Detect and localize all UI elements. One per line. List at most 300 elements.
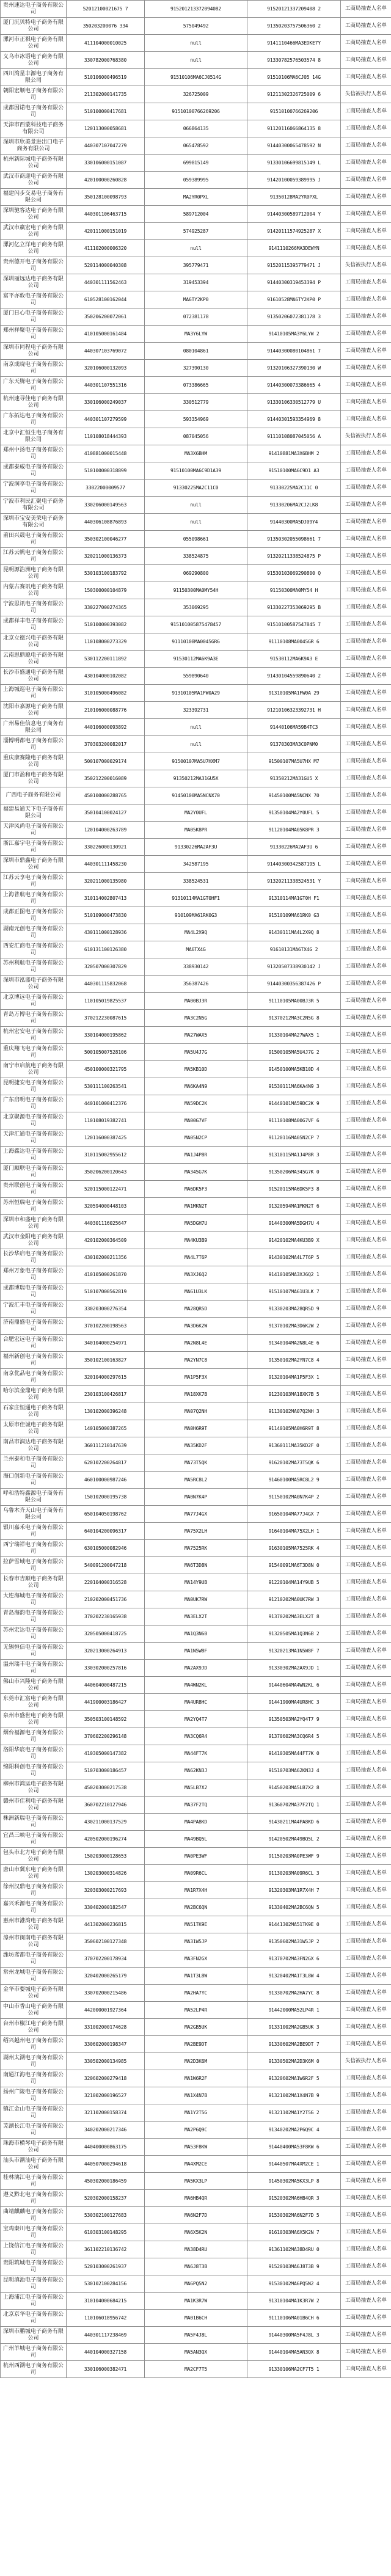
registration-number-cell: 110105019825537	[67, 993, 145, 1010]
registration-number-cell: 320106000132093	[67, 360, 145, 377]
table-row	[1, 1660, 391, 1677]
credit-code-cell: 91320594MA1MKN2T 6	[247, 1198, 341, 1215]
registration-number-cell: 330203000276354	[67, 1301, 145, 1318]
organization-code-cell: MA6KA4N9	[145, 1078, 247, 1095]
organization-code-cell: null	[145, 719, 247, 736]
organization-code-cell: MA1Q3N6B	[145, 1626, 247, 1643]
company-name-cell: 厦门顺联电子商务有限公司	[1, 1164, 67, 1181]
company-name-cell: 杭州新际城电子商务有限公司	[1, 155, 67, 172]
list-type-cell: 工商局抽查人名单	[341, 1506, 391, 1523]
list-type-cell: 工商局抽查人名单	[341, 1095, 391, 1112]
company-name-cell: 郑州中扬电子商务有限公司	[1, 445, 67, 462]
list-type-cell: 工商局抽查人名单	[341, 787, 391, 805]
table-row	[1, 787, 391, 805]
credit-code-cell: 91440300589712004 Y	[247, 206, 341, 223]
company-name-cell: 内蒙古赛讯电子商务有限公司	[1, 582, 67, 599]
registration-number-cell: 130102000396248	[67, 1403, 145, 1420]
registration-number-cell: 540091200047218	[67, 1557, 145, 1574]
organization-code-cell: 323392731	[145, 702, 247, 719]
registration-number-cell: 420502000196274	[67, 1831, 145, 1848]
list-type-cell: 工商局抽查人名单	[341, 924, 391, 941]
organization-code-cell: MA6HB4QR	[145, 2190, 247, 2207]
registration-number-cell: 320213000264913	[67, 1643, 145, 1660]
list-type-cell: 工商局抽查人名单	[341, 1899, 391, 1916]
registration-number-cell: 430111000128936	[67, 924, 145, 941]
company-name-cell: 深圳市鼎鑫电子商务有限公司	[1, 856, 67, 873]
list-type-cell: 工商局抽查人名单	[341, 805, 391, 822]
registration-number-cell: 640104200096317	[67, 1523, 145, 1540]
credit-code-cell: 91510100587547845 7	[247, 616, 341, 633]
organization-code-cell: 326725009	[145, 86, 247, 103]
organization-code-cell: MA3FN2GX	[145, 1950, 247, 1968]
credit-code-cell: 91440507MA4XM2CE 1	[247, 2156, 341, 2173]
table-row	[1, 702, 391, 719]
organization-code-cell: MA35KD2F	[145, 1437, 247, 1454]
organization-code-cell: 589712004	[145, 206, 247, 223]
credit-code-cell: 91110108087045056 A	[247, 428, 341, 445]
list-type-cell: 工商局抽查人名单	[341, 1301, 391, 1318]
registration-number-cell: 350602100127348	[67, 1933, 145, 1950]
credit-code-cell: 91330226MA2AF3U 6	[247, 839, 341, 856]
organization-code-cell: MA4L7T6P	[145, 1249, 247, 1266]
registration-number-cell: 320104000297615	[67, 1369, 145, 1386]
table-row	[1, 1968, 391, 1985]
credit-code-cell: 91320303MA1R7X4H 7	[247, 1882, 341, 1899]
list-type-cell: 工商局抽查人名单	[341, 480, 391, 497]
list-type-cell: 工商局抽查人名单	[341, 2275, 391, 2293]
company-name-cell: 苏州宏达电子商务有限公司	[1, 1626, 67, 1643]
organization-code-cell: MA01B6CH	[145, 2310, 247, 2327]
list-type-cell: 工商局抽查人名单	[341, 514, 391, 531]
credit-code-cell: 91330106330512779 U	[247, 394, 341, 411]
organization-code-cell: MA28QR5D	[145, 1301, 247, 1318]
table-row	[1, 1198, 391, 1215]
organization-code-cell: 087045056	[145, 428, 247, 445]
credit-code-cell: 91440300MA5DJ09Y4	[247, 514, 341, 531]
list-type-cell: 工商局抽查人名单	[341, 856, 391, 873]
table-row	[1, 1745, 391, 1762]
table-row	[1, 873, 391, 890]
list-type-cell: 工商局抽查人名单	[341, 1489, 391, 1506]
organization-code-cell: 593354969	[145, 411, 247, 428]
registration-number-cell: 500107000029174	[67, 753, 145, 770]
table-row	[1, 2344, 391, 2361]
credit-code-cell: 91530111MA6KA4N9 3	[247, 1078, 341, 1095]
list-type-cell: 工商局抽查人名单	[341, 599, 391, 616]
organization-code-cell: null	[145, 240, 247, 257]
company-name-cell: 南昌市润达电子商务有限公司	[1, 1437, 67, 1454]
company-name-cell: 无锡恒信电子商务有限公司	[1, 1643, 67, 1660]
registration-number-cell: 610303100148295	[67, 2224, 145, 2241]
organization-code-cell: null	[145, 52, 247, 69]
list-type-cell: 工商局抽查人名单	[341, 1540, 391, 1557]
credit-code-cell: 91410305MA44FT7K 0	[247, 1745, 341, 1762]
company-name-cell: 漯河市正祺电子商务有限公司	[1, 35, 67, 52]
credit-code-cell: 91630105MA7525RK 4	[247, 1540, 341, 1557]
registration-number-cell: 440301116025647	[67, 1215, 145, 1232]
list-type-cell: 失信被执行人名单	[341, 86, 391, 103]
organization-code-cell: null	[145, 497, 247, 514]
registration-number-cell: 330402000182547	[67, 1899, 145, 1916]
organization-code-cell: 080104861	[145, 343, 247, 360]
registration-number-cell: 210202000451736	[67, 1591, 145, 1608]
table-row	[1, 2258, 391, 2275]
registration-number-cell: 350104100024127	[67, 805, 145, 822]
list-type-cell: 工商局抽查人名单	[341, 1454, 391, 1472]
company-name-cell: 乌鲁木齐天山电子商务有限公司	[1, 1506, 67, 1523]
registration-number-cell: 360702210127946	[67, 1797, 145, 1814]
credit-code-cell: 91350102MA2YN7C8 4	[247, 1352, 341, 1369]
organization-code-cell: MA5LB7X2	[145, 1779, 247, 1797]
registration-number-cell: 340202000217346	[67, 2122, 145, 2139]
registration-number-cell: 440301107279599	[67, 411, 145, 428]
credit-code-cell: 91340104MA2N8L4E 6	[247, 1335, 341, 1352]
organization-code-cell: MA2CF7T5	[145, 2361, 247, 2378]
organization-code-cell: 915201213372094082	[145, 1, 247, 18]
company-name-cell: 义乌市冰语电子商务有限公司	[1, 52, 67, 69]
credit-code-cell: 91320402MA1T3L8W 4	[247, 1968, 341, 1985]
list-type-cell: 工商局抽查人名单	[341, 1232, 391, 1249]
credit-code-cell: 91440604MA4WN2KL 6	[247, 1677, 341, 1694]
credit-code-cell: 91330702MA2HA7YC 8	[247, 1985, 341, 2002]
company-name-cell: 漳州市闽南电子商务有限公司	[1, 1933, 67, 1950]
organization-code-cell: MA3X6BHM	[145, 445, 247, 462]
registration-number-cell: 510107000562819	[67, 1283, 145, 1301]
table-row	[1, 291, 391, 308]
credit-code-cell: 91150300MA0MY54 H	[247, 582, 341, 599]
company-name-cell: 莆田兴晟电子商务有限公司	[1, 531, 67, 548]
table-row	[1, 1266, 391, 1283]
table-row	[1, 1, 391, 18]
registration-number-cell: 321102000158374	[67, 2104, 145, 2122]
credit-code-cell: 9141110466MA3EDKE7Y	[247, 35, 341, 52]
company-name-cell: 兰州泰和电子商务有限公司	[1, 1454, 67, 1472]
registration-number-cell: 310115002955612	[67, 1147, 145, 1164]
credit-code-cell: 91340202MA2P6Q9C 4	[247, 2122, 341, 2139]
organization-code-cell: MA1P5F3X	[145, 1369, 247, 1386]
list-type-cell: 工商局抽查人名单	[341, 1129, 391, 1147]
registration-number-cell: 610131100126380	[67, 941, 145, 958]
credit-code-cell: 91120116MA05N2CP 7	[247, 1129, 341, 1147]
table-row	[1, 839, 391, 856]
registration-number-cell: 440301111458230	[67, 856, 145, 873]
company-name-cell: 汕头市潮汕电子商务有限公司	[1, 2156, 67, 2173]
organization-code-cell: MA1MKN2T	[145, 1198, 247, 1215]
organization-code-cell: MA0UK7RW	[145, 1591, 247, 1608]
list-type-cell: 工商局抽查人名单	[341, 976, 391, 993]
credit-code-cell: 91510100766269206	[247, 103, 341, 120]
registration-number-cell: 420102000364509	[67, 1232, 145, 1249]
company-name-cell: 合肥宏远电子商务有限公司	[1, 1335, 67, 1352]
table-row	[1, 1437, 391, 1454]
credit-code-cell: 9141110266MA3DEWYN	[247, 240, 341, 257]
company-name-cell: 唐山市冀东电子商务有限公司	[1, 1865, 67, 1882]
company-name-cell: 淄博明都电子商务有限公司	[1, 736, 67, 753]
organization-code-cell: MA05K8PR	[145, 822, 247, 839]
table-row	[1, 411, 391, 428]
registration-number-cell: 370102200198563	[67, 1318, 145, 1335]
organization-code-cell: MA2YR0PXL	[145, 189, 247, 206]
list-type-cell: 工商局抽查人名单	[341, 2173, 391, 2190]
credit-code-cell: 91370202MA3ELX2T 8	[247, 1608, 341, 1626]
credit-code-cell: 91321102MA1Y2T5G 2	[247, 2104, 341, 2122]
list-type-cell: 工商局抽查人名单	[341, 1677, 391, 1694]
company-name-cell: 西安汇商电子商务有限公司	[1, 941, 67, 958]
list-type-cell: 工商局抽查人名单	[341, 1933, 391, 1950]
registration-number-cell: 350128100098793	[67, 189, 145, 206]
organization-code-cell: 91330225MA2C11C0	[145, 480, 247, 497]
registration-number-cell: 440507000294618	[67, 2156, 145, 2173]
table-row	[1, 377, 391, 394]
list-type-cell: 工商局抽查人名单	[341, 223, 391, 240]
list-type-cell: 工商局抽查人名单	[341, 2036, 391, 2053]
list-type-cell: 工商局抽查人名单	[341, 1523, 391, 1540]
credit-code-cell: 91350302055098661 7	[247, 531, 341, 548]
company-name-cell: 湖州太湖电子商务有限公司	[1, 2053, 67, 2070]
registration-number-cell: 320507000307829	[67, 958, 145, 976]
registration-number-cell: 430102000211356	[67, 1249, 145, 1266]
list-type-cell: 工商局抽查人名单	[341, 1198, 391, 1215]
company-name-cell: 苏州恒瑞电子商务有限公司	[1, 1198, 67, 1215]
list-type-cell: 工商局抽查人名单	[341, 1626, 391, 1643]
credit-code-cell: 91520302MA6HB4QR 3	[247, 2190, 341, 2207]
registration-number-cell: 440106000093892	[67, 719, 145, 736]
list-type-cell: 工商局抽查人名单	[341, 993, 391, 1010]
table-row	[1, 137, 391, 155]
organization-code-cell: MA52LP4R	[145, 2002, 247, 2019]
organization-code-cell: 338524875	[145, 548, 247, 565]
company-name-cell: 上海普航电子商务有限公司	[1, 890, 67, 907]
organization-code-cell: MA59DC2K	[145, 1095, 247, 1112]
list-type-cell: 工商局抽查人名单	[341, 1249, 391, 1266]
table-row	[1, 462, 391, 480]
company-name-cell: 深圳市同程电子商务有限公司	[1, 343, 67, 360]
table-row	[1, 1369, 391, 1386]
list-type-cell: 工商局抽查人名单	[341, 2122, 391, 2139]
credit-code-cell: 91360702MA37F2TQ 1	[247, 1797, 341, 1814]
company-name-cell: 包头市北方电子商务有限公司	[1, 1848, 67, 1865]
list-type-cell: 工商局抽查人名单	[341, 2190, 391, 2207]
list-type-cell: 工商局抽查人名单	[341, 702, 391, 719]
list-type-cell: 工商局抽查人名单	[341, 137, 391, 155]
table-row	[1, 1112, 391, 1129]
registration-number-cell: 530102100284156	[67, 2275, 145, 2293]
company-name-cell: 佛山市兴隆电子商务有限公司	[1, 1677, 67, 1694]
company-name-cell: 沈阳市嘉源电子商务有限公司	[1, 702, 67, 719]
table-row	[1, 1591, 391, 1608]
company-name-cell: 天津市西蒙科技电子商务有限公司	[1, 120, 67, 137]
registration-number-cell: 350302100046277	[67, 531, 145, 548]
credit-code-cell: 91520121337209408 2	[247, 1, 341, 18]
organization-code-cell: MA3ELX2T	[145, 1608, 247, 1626]
registration-number-cell: 220104000316528	[67, 1574, 145, 1591]
credit-code-cell: 91440300MA5F4J8L 3	[247, 2327, 341, 2344]
credit-code-cell: 91150102MA0N7K4P 2	[247, 1489, 341, 1506]
registration-number-cell: 520302000158237	[67, 2190, 145, 2207]
company-name-cell: 东莞市汇富电子商务有限公司	[1, 1694, 67, 1711]
organization-code-cell: 059389995	[145, 172, 247, 189]
registration-number-cell: 330104000195862	[67, 1027, 145, 1044]
company-name-cell: 遵义黔北电子商务有限公司	[1, 2190, 67, 2207]
table-row	[1, 1557, 391, 1574]
table-row	[1, 2173, 391, 2190]
credit-code-cell: 91211302326725009 6	[247, 86, 341, 103]
organization-code-cell: MA14Y9UB	[145, 1574, 247, 1591]
registration-number-cell: 410105000161484	[67, 326, 145, 343]
organization-code-cell: 069290800	[145, 565, 247, 582]
registration-number-cell: 460100000987246	[67, 1472, 145, 1489]
list-type-cell: 工商局抽查人名单	[341, 1694, 391, 1711]
list-type-cell: 工商局抽查人名单	[341, 958, 391, 976]
table-row	[1, 240, 391, 257]
credit-code-cell: 91510703MA62KN3J 4	[247, 1762, 341, 1779]
company-name-cell: 深圳市欣美景进出口电子商务有限公司	[1, 137, 67, 155]
registration-number-cell: 310114002807413	[67, 890, 145, 907]
credit-code-cell: 91510107MA61U3LK 7	[247, 1283, 341, 1301]
credit-code-cell: 91441302MA51TK9E 0	[247, 1916, 341, 1933]
organization-code-cell: MA6N2F7D	[145, 2207, 247, 2224]
credit-code-cell: 91442000MA52LP4R 1	[247, 2002, 341, 2019]
organization-code-cell: null	[145, 35, 247, 52]
company-name-cell: 南京成晓电子商务有限公司	[1, 360, 67, 377]
company-name-cell: 青岛海韵电子商务有限公司	[1, 1608, 67, 1626]
table-row	[1, 1882, 391, 1899]
table-row	[1, 2224, 391, 2241]
list-type-cell: 工商局抽查人名单	[341, 1882, 391, 1899]
credit-code-cell: 91350206072381178 3	[247, 308, 341, 326]
registration-number-cell: 330602000198347	[67, 2036, 145, 2053]
list-type-cell: 工商局抽查人名单	[341, 1557, 391, 1574]
registration-number-cell: 510109000473830	[67, 907, 145, 924]
credit-code-cell: 91510109MA61RK0 G3	[247, 907, 341, 924]
company-name-cell: 贵阳筑城电子商务有限公司	[1, 2258, 67, 2275]
credit-code-cell: 91120104MA05K8PR 3	[247, 822, 341, 839]
company-name-cell: 贵州联创电子商务有限公司	[1, 1181, 67, 1198]
credit-code-cell: 91460100MA5RC8L2 9	[247, 1472, 341, 1489]
list-type-cell: 工商局抽查人名单	[341, 1318, 391, 1335]
list-type-cell: 工商局抽查人名单	[341, 1950, 391, 1968]
list-type-cell: 工商局抽查人名单	[341, 1403, 391, 1420]
credit-code-cell: 91330602MA2BE9DT 7	[247, 2036, 341, 2053]
company-name-cell: 上海鑫达电子商务有限公司	[1, 1147, 67, 1164]
organization-code-cell: MA2GB5UK	[145, 2019, 247, 2036]
organization-code-cell: 066864135	[145, 120, 247, 137]
company-name-cell: 广东拓达电子商务有限公司	[1, 411, 67, 428]
table-row	[1, 565, 391, 582]
table-row	[1, 1352, 391, 1369]
registration-number-cell: 450100000321795	[67, 1061, 145, 1078]
organization-code-cell: 91510100MA6C9D1A39	[145, 462, 247, 480]
credit-code-cell: 91530103069290800 Q	[247, 565, 341, 582]
list-type-cell: 工商局抽查人名单	[341, 736, 391, 753]
company-name-cell: 广西电子商务有限公司	[1, 787, 67, 805]
list-type-cell: 工商局抽查人名单	[341, 274, 391, 291]
credit-code-cell: 91330402MA2BC6QN 5	[247, 1899, 341, 1916]
company-name-cell: 广州易佳信息电子商务有限公司	[1, 719, 67, 736]
table-row	[1, 2104, 391, 2122]
table-row	[1, 1386, 391, 1403]
table-row	[1, 1831, 391, 1848]
company-name-cell: 长沙市盛通电子商务有限公司	[1, 668, 67, 685]
organization-code-cell: MA3XJ6Q2	[145, 1266, 247, 1283]
company-name-cell: 深圳丽远达电子商务有限公司	[1, 274, 67, 291]
registration-number-cell: 320602000279418	[67, 2070, 145, 2087]
list-type-cell: 工商局抽查人名单	[341, 907, 391, 924]
company-name-cell: 青岛万博电子商务有限公司	[1, 1010, 67, 1027]
organization-code-cell: 91310114MA1GT0HF1	[145, 890, 247, 907]
organization-code-cell: MA73T5QK	[145, 1454, 247, 1472]
credit-code-cell: 91410105MA3XJ6Q2 1	[247, 1266, 341, 1283]
organization-code-cell: MA1T3L8W	[145, 1968, 247, 1985]
credit-code-cell: 91110108MA00G7VF 6	[247, 1112, 341, 1129]
table-row	[1, 2156, 391, 2173]
list-type-cell: 工商局抽查人名单	[341, 1472, 391, 1489]
organization-code-cell: MA6PQ5N2	[145, 2275, 247, 2293]
organization-code-cell: 072381178	[145, 308, 247, 326]
list-type-cell: 工商局抽查人名单	[341, 2019, 391, 2036]
credit-code-cell: 91430111MA4L2X9Q 8	[247, 924, 341, 941]
list-type-cell: 工商局抽查人名单	[341, 1044, 391, 1061]
registration-number-cell: 440104000327158	[67, 2344, 145, 2361]
table-row	[1, 1626, 391, 1643]
table-row	[1, 719, 391, 736]
credit-code-cell: 91430102MA4L7T6P 5	[247, 1249, 341, 1266]
table-row	[1, 2293, 391, 2310]
registration-number-cell: 440307107047279	[67, 137, 145, 155]
company-name-cell: 漯河亿立洋电子商务有限公司	[1, 240, 67, 257]
credit-code-cell: 91440300356387426 P	[247, 976, 341, 993]
list-type-cell: 工商局抽查人名单	[341, 1335, 391, 1352]
table-row	[1, 360, 391, 377]
registration-number-cell: 120104000263789	[67, 822, 145, 839]
company-name-cell: 厦门沉贝特电子商务有限公司	[1, 18, 67, 35]
table-row	[1, 924, 391, 941]
table-row	[1, 1078, 391, 1095]
company-name-cell: 绍兴越州电子商务有限公司	[1, 2036, 67, 2053]
table-row	[1, 993, 391, 1010]
credit-code-cell: 91210202MA0UK7RW 3	[247, 1591, 341, 1608]
company-name-cell: 宁波润享电子商务有限公司	[1, 480, 67, 497]
credit-code-cell: 91110105MA00BJ3R 5	[247, 993, 341, 1010]
organization-code-cell: MA4KU3B9	[145, 1232, 247, 1249]
list-type-cell: 工商局抽查人名单	[341, 155, 391, 172]
table-row	[1, 1574, 391, 1591]
company-name-cell: 福建易通天下电子商务有限公司	[1, 805, 67, 822]
table-row	[1, 1454, 391, 1472]
credit-code-cell: 91530102MA6PQ5N2 4	[247, 2275, 341, 2293]
company-name-cell: 四川湾星丰源电子商务有限公司	[1, 69, 67, 86]
list-type-cell: 工商局抽查人名单	[341, 1762, 391, 1779]
table-row	[1, 1420, 391, 1437]
table-row	[1, 1797, 391, 1814]
table-row	[1, 668, 391, 685]
registration-number-cell: 130203000314826	[67, 1865, 145, 1882]
registration-number-cell: 520115000122471	[67, 1181, 145, 1198]
company-name-cell: 深圳市泓盛电子商务有限公司	[1, 976, 67, 993]
company-name-cell: 扬州广陵电子商务有限公司	[1, 2087, 67, 2104]
list-type-cell: 工商局抽查人名单	[341, 240, 391, 257]
credit-code-cell: 91320505MA1Q3N6B 2	[247, 1626, 341, 1643]
registration-number-cell: 370212230087615	[67, 1010, 145, 1027]
organization-code-cell: MA05N2CP	[145, 1129, 247, 1147]
registration-number-cell: 120113000058681	[67, 120, 145, 137]
registration-number-cell: 110108019382741	[67, 1112, 145, 1129]
organization-code-cell: MA1X4N7B	[145, 2087, 247, 2104]
organization-code-cell: MA6DK5F3	[145, 1181, 247, 1198]
company-name-cell: 福建闪步交易电子商务有限公司	[1, 189, 67, 206]
registration-number-cell: 430211000137529	[67, 1814, 145, 1831]
company-name-cell: 广东启明电子商务有限公司	[1, 1095, 67, 1112]
